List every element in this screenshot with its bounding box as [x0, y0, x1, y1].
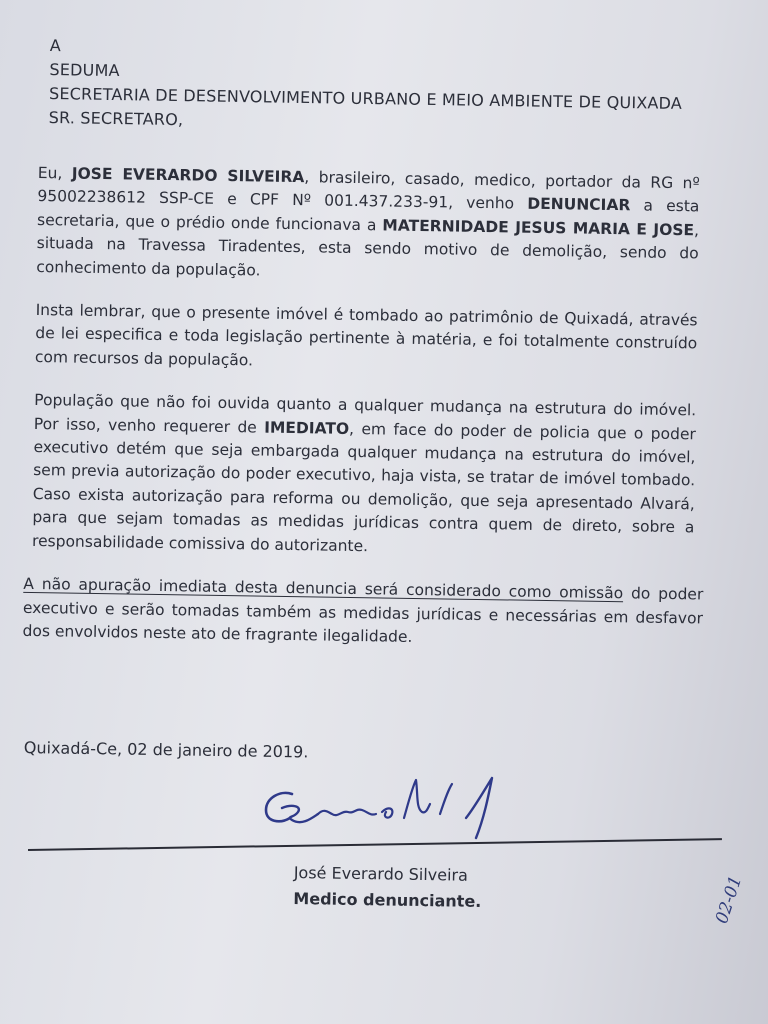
- p1-text-2: , brasileiro, casado, medico, portador da RG nº 95002238612 SSP-CE e CPF Nº 001.437.233-91, venho: [37, 168, 700, 214]
- imediato-word: IMEDIATO: [264, 418, 350, 438]
- paragraph-denuncia: [36, 162, 700, 289]
- complainant-name: JOSE EVERARDO SILVEIRA: [71, 164, 305, 187]
- addressee-line-a: A: [49, 35, 62, 56]
- addressee-seduma: SEDUMA: [49, 59, 120, 81]
- maternidade-name: MATERNIDADE JESUS MARIA E JOSE: [382, 216, 695, 240]
- p1-text-4: , situada na Travessa Tiradentes, esta sendo motivo de demolição, sendo do conhecimento da população.: [36, 221, 700, 280]
- paragraph-tombamento: Insta lembrar, que o presente imóvel é tombado ao patrimônio de Quixadá, através de lei especifica e toda legislação pertinente à matéria, e foi totalmente construído com recursos da população.: [34, 301, 698, 370]
- paragraph-omissao: [22, 573, 703, 654]
- paragraph-requerimento: [32, 389, 696, 563]
- addressee-secretaria: SECRETARIA DE DESENVOLVIMENTO URBANO E MEIO AMBIENTE DE QUIXADA: [48, 83, 683, 113]
- signer-role: Medico denunciante.: [293, 888, 482, 911]
- p4-underlined-text: A não apuração imediata desta denuncia será considerado como omissão: [23, 574, 624, 603]
- signer-name: José Everardo Silveira: [293, 862, 469, 885]
- handwritten-date-note: 02-01: [712, 873, 747, 927]
- handwritten-signature: [252, 768, 532, 848]
- p1-text-1: Eu,: [37, 163, 72, 183]
- addressee-secretario: SR. SECRETARO,: [48, 107, 184, 130]
- addressee-block: [48, 34, 729, 141]
- signer-block: [293, 860, 482, 915]
- denunciar-word: DENUNCIAR: [527, 195, 631, 215]
- place-date: Quixadá-Ce, 02 de janeiro de 2019.: [23, 738, 309, 762]
- p3-text-1: População que não foi ouvida quanto a qualquer mudança na estrutura do imóvel. Por isso, venho requerer de: [33, 391, 697, 437]
- p4-text-rest: do poder executivo e serão tomadas também as medidas jurídicas e necessárias em desfavor dos envolvidos neste ato de fragrante ilegalidade.: [22, 584, 704, 646]
- p3-text-2: , em face do poder de policia que o poder executivo detém que seja embargada qualquer mudança na estrutura do imóvel, sem previa autorização do poder executivo, haja vista, se tratar de imóvel tombado. Caso exista autorização para reforma ou demolição, que seja apresentado Alvará, para que sejam tomadas as medidas jurídicas contra quem de direto, sobre a responsabilidade comissiva do autorizante.: [31, 419, 696, 555]
- p1-text-3: a esta secretaria, que o prédio onde funcionava a: [36, 196, 700, 235]
- letter-body: [22, 162, 704, 674]
